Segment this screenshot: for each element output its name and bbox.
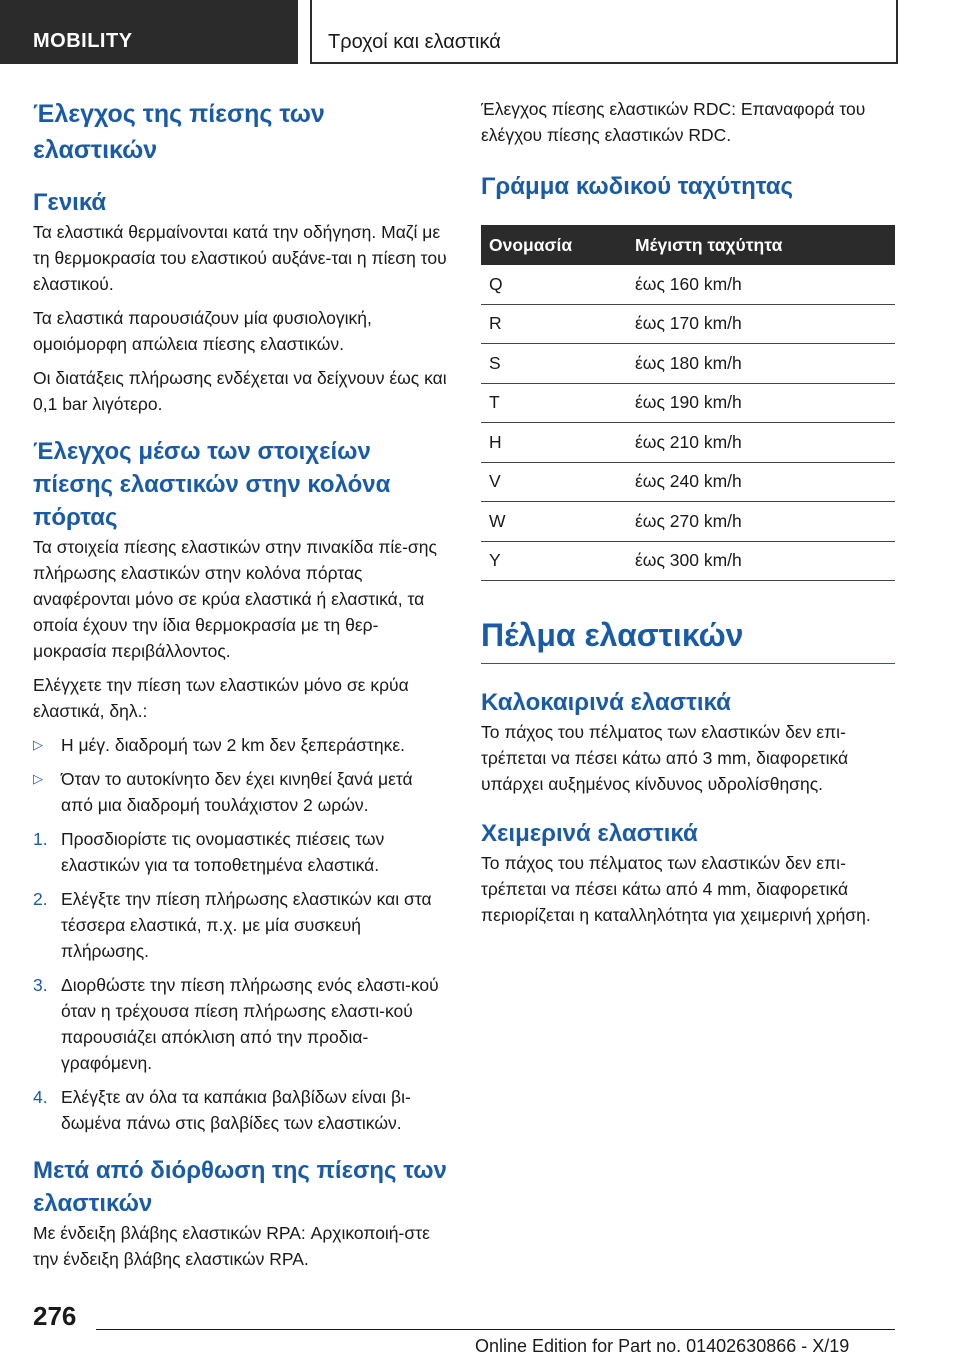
table-cell-speed: έως 300 km/h	[635, 541, 895, 581]
table-cell-code: R	[481, 304, 635, 344]
page-number: 276	[33, 1301, 77, 1331]
step-text: Ελέγξτε την πίεση πλήρωσης ελαστικών και στα τέσσερα ελαστικά, π.χ. με μία συσκευή πλήρωσης.	[61, 889, 432, 961]
table-cell-code: Y	[481, 541, 635, 581]
table-cell-code: H	[481, 423, 635, 463]
heading-after-correction: Μετά από διόρθωση της πίεσης των ελαστικών	[33, 1157, 447, 1217]
general-paragraph-2: Τα ελαστικά παρουσιάζουν μία φυσιολογική, ομοιόμορφη απώλεια πίεσης ελαστικών.	[33, 308, 372, 354]
page-header	[0, 0, 960, 66]
after-correction-paragraph: Με ένδειξη βλάβης ελαστικών RPA: Αρχικοποιή-στε την ένδειξη βλάβης ελαστικών RPA.	[33, 1223, 430, 1269]
footer-divider	[96, 1329, 895, 1330]
table-cell-code: V	[481, 462, 635, 502]
list-item	[33, 766, 447, 818]
bullet-text: Όταν το αυτοκίνητο δεν έχει κινηθεί ξανά μετά από μια διαδρομή τουλάχιστον 2 ωρών.	[61, 769, 413, 815]
table-cell-code: W	[481, 502, 635, 542]
door-paragraph-2: Ελέγχετε την πίεση των ελαστικών μόνο σε κρύα ελαστικά, δηλ.:	[33, 675, 409, 721]
table-cell-speed: έως 240 km/h	[635, 462, 895, 502]
list-item	[33, 732, 447, 758]
table-cell-speed: έως 210 km/h	[635, 423, 895, 463]
step-number: 1.	[33, 829, 48, 849]
table-row	[481, 502, 895, 542]
step-text: Προσδιορίστε τις ονομαστικές πιέσεις των ελαστικών για τα τοποθετημένα ελαστικά.	[61, 829, 385, 875]
general-paragraph-3: Οι διατάξεις πλήρωσης ενδέχεται να δείχνουν έως και 0,1 bar λιγότερο.	[33, 368, 447, 414]
step-item	[33, 886, 447, 964]
column-header-designation: Ονομασία	[481, 225, 635, 265]
heading-general: Γενικά	[33, 189, 107, 216]
step-item	[33, 826, 447, 878]
step-item	[33, 972, 447, 1076]
table-row	[481, 423, 895, 463]
heading-summer-tires: Καλοκαιρινά ελαστικά	[481, 689, 731, 716]
section-title-tread: Πέλμα ελαστικών	[481, 617, 744, 653]
heading-speed-code: Γράμμα κωδικού ταχύτητας	[481, 173, 794, 200]
rdc-paragraph: Έλεγχος πίεσης ελαστικών RDC: Επαναφορά του ελέγχου πίεσης ελαστικών RDC.	[481, 99, 866, 145]
table-cell-speed: έως 190 km/h	[635, 383, 895, 423]
table-cell-speed: έως 270 km/h	[635, 502, 895, 542]
step-text: Ελέγξτε αν όλα τα καπάκια βαλβίδων είναι βι-δωμένα πάνω στις βαλβίδες των ελαστικών.	[61, 1087, 411, 1133]
section-label: MOBILITY	[33, 30, 133, 52]
bullet-text: Η μέγ. διαδρομή των 2 km δεν ξεπεράστηκε.	[61, 735, 406, 755]
winter-paragraph: Το πάχος του πέλματος των ελαστικών δεν επι-τρέπεται να πέσει κάτω από 4 mm, διαφορετικά περιορίζεται η καταλληλότητα για χειμερινή χρήση.	[481, 853, 871, 925]
edition-label: Online Edition for Part no. 01402630866 - X/19	[475, 1336, 850, 1356]
table-row	[481, 344, 895, 384]
speed-rating-table	[481, 225, 895, 581]
heading-winter-tires: Χειμερινά ελαστικά	[481, 820, 698, 847]
step-number: 4.	[33, 1087, 48, 1107]
step-text: Διορθώστε την πίεση πλήρωσης ενός ελαστι-κού όταν η τρέχουσα πίεση πλήρωσης ελαστι-κού παρουσιάζει απόκλιση από την προδια-γραφόμενη.	[61, 975, 439, 1073]
general-paragraph-1: Τα ελαστικά θερμαίνονται κατά την οδήγηση. Μαζί με τη θερμοκρασία του ελαστικού αυξάνε-ται η πίεση του ελαστικού.	[33, 222, 447, 294]
table-cell-speed: έως 160 km/h	[635, 265, 895, 304]
chapter-label: Τροχοί και ελαστικά	[328, 31, 501, 53]
section-tab	[0, 0, 298, 64]
table-header-row	[481, 225, 895, 265]
summer-paragraph: Το πάχος του πέλματος των ελαστικών δεν επι-τρέπεται να πέσει κάτω από 3 mm, διαφορετικά υπάρχει αυξημένος κίνδυνος υδρολίσθησης.	[481, 722, 849, 794]
triangle-bullet-icon: ▷	[33, 771, 43, 786]
step-item	[33, 1084, 447, 1136]
table-row	[481, 304, 895, 344]
table-row	[481, 383, 895, 423]
door-paragraph-1: Τα στοιχεία πίεσης ελαστικών στην πινακίδα πίε-σης πλήρωσης ελαστικών στην κολόνα πόρτας αναφέρονται μόνο σε κρύα ελαστικά ή ελαστικά, τα οποία έχουν την ίδια θερμοκρασία με τη θερ-μοκρασία περιβάλλοντος.	[33, 537, 437, 661]
left-column	[33, 96, 447, 1272]
table-cell-speed: έως 170 km/h	[635, 304, 895, 344]
column-header-max-speed: Μέγιστη ταχύτητα	[635, 225, 895, 265]
triangle-bullet-icon: ▷	[33, 737, 43, 752]
chapter-tab	[310, 0, 898, 64]
table-row	[481, 265, 895, 304]
right-column	[481, 96, 895, 928]
table-cell-code: S	[481, 344, 635, 384]
table-cell-speed: έως 180 km/h	[635, 344, 895, 384]
table-cell-code: T	[481, 383, 635, 423]
table-cell-code: Q	[481, 265, 635, 304]
tread-section-title-wrapper	[481, 615, 895, 664]
section-title-pressure-check: Έλεγχος της πίεσης των ελαστικών	[33, 100, 325, 164]
step-number: 2.	[33, 889, 48, 909]
step-number: 3.	[33, 975, 48, 995]
heading-door-pillar-check: Έλεγχος μέσω των στοιχείων πίεσης ελαστικών στην κολόνα πόρτας	[33, 438, 391, 531]
table-row	[481, 541, 895, 581]
table-row	[481, 462, 895, 502]
